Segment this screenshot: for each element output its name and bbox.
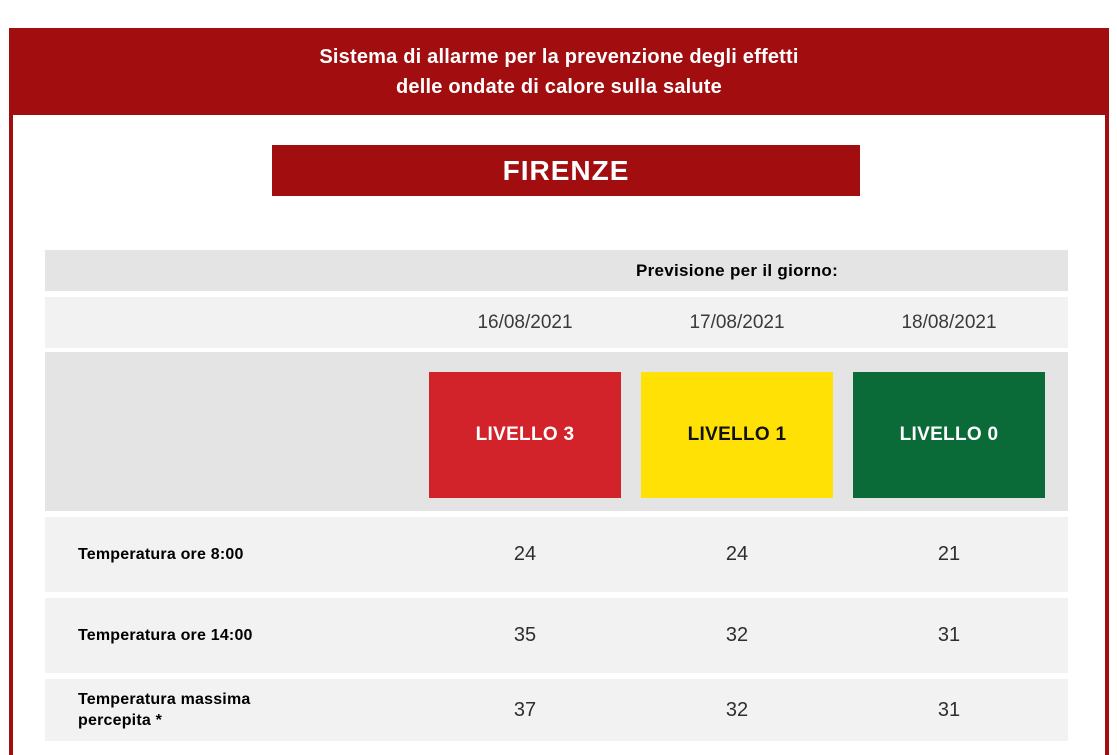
level-cell-day2 bbox=[631, 352, 843, 498]
date-row bbox=[45, 297, 1068, 348]
date-day3: 18/08/2021 bbox=[901, 311, 997, 333]
level-badge-day1: LIVELLO 3 bbox=[429, 372, 621, 498]
forecast-header-label: Previsione per il giorno: bbox=[635, 260, 839, 280]
temp-1400-day2: 32 bbox=[725, 624, 749, 646]
app-title-line1: Sistema di allarme per la prevenzione degli effetti bbox=[319, 45, 799, 68]
app-header bbox=[13, 28, 1105, 115]
temp-0800-day1: 24 bbox=[513, 543, 537, 565]
row-label: Temperatura massima percepita * bbox=[78, 691, 251, 729]
forecast-header-row bbox=[45, 250, 1068, 291]
level-cell-day3 bbox=[843, 352, 1055, 498]
table-row-temp-max-percepita bbox=[45, 679, 1068, 741]
forecast-table bbox=[45, 250, 1068, 741]
row-label: Temperatura ore 14:00 bbox=[78, 627, 253, 644]
level-badge-day2: LIVELLO 1 bbox=[641, 372, 833, 498]
table-row-temp-0800 bbox=[45, 517, 1068, 592]
temp-1400-day3: 31 bbox=[937, 624, 961, 646]
temp-1400-day1: 35 bbox=[513, 624, 537, 646]
temp-max-day2: 32 bbox=[725, 698, 749, 721]
table-row-temp-1400 bbox=[45, 598, 1068, 673]
temp-0800-day2: 24 bbox=[725, 543, 749, 565]
page-frame bbox=[9, 28, 1109, 755]
level-badge-day3: LIVELLO 0 bbox=[853, 372, 1045, 498]
city-name: FIRENZE bbox=[502, 154, 630, 186]
level-cell-day1 bbox=[419, 352, 631, 498]
temp-max-day3: 31 bbox=[937, 698, 961, 721]
temp-0800-day3: 21 bbox=[937, 543, 961, 565]
row-label: Temperatura ore 8:00 bbox=[78, 546, 244, 563]
level-row bbox=[45, 352, 1068, 511]
date-day1: 16/08/2021 bbox=[477, 311, 573, 333]
temp-max-day1: 37 bbox=[513, 698, 537, 721]
app-title-line2: delle ondate di calore sulla salute bbox=[396, 75, 722, 98]
city-banner bbox=[272, 145, 860, 196]
date-day2: 17/08/2021 bbox=[689, 311, 785, 333]
